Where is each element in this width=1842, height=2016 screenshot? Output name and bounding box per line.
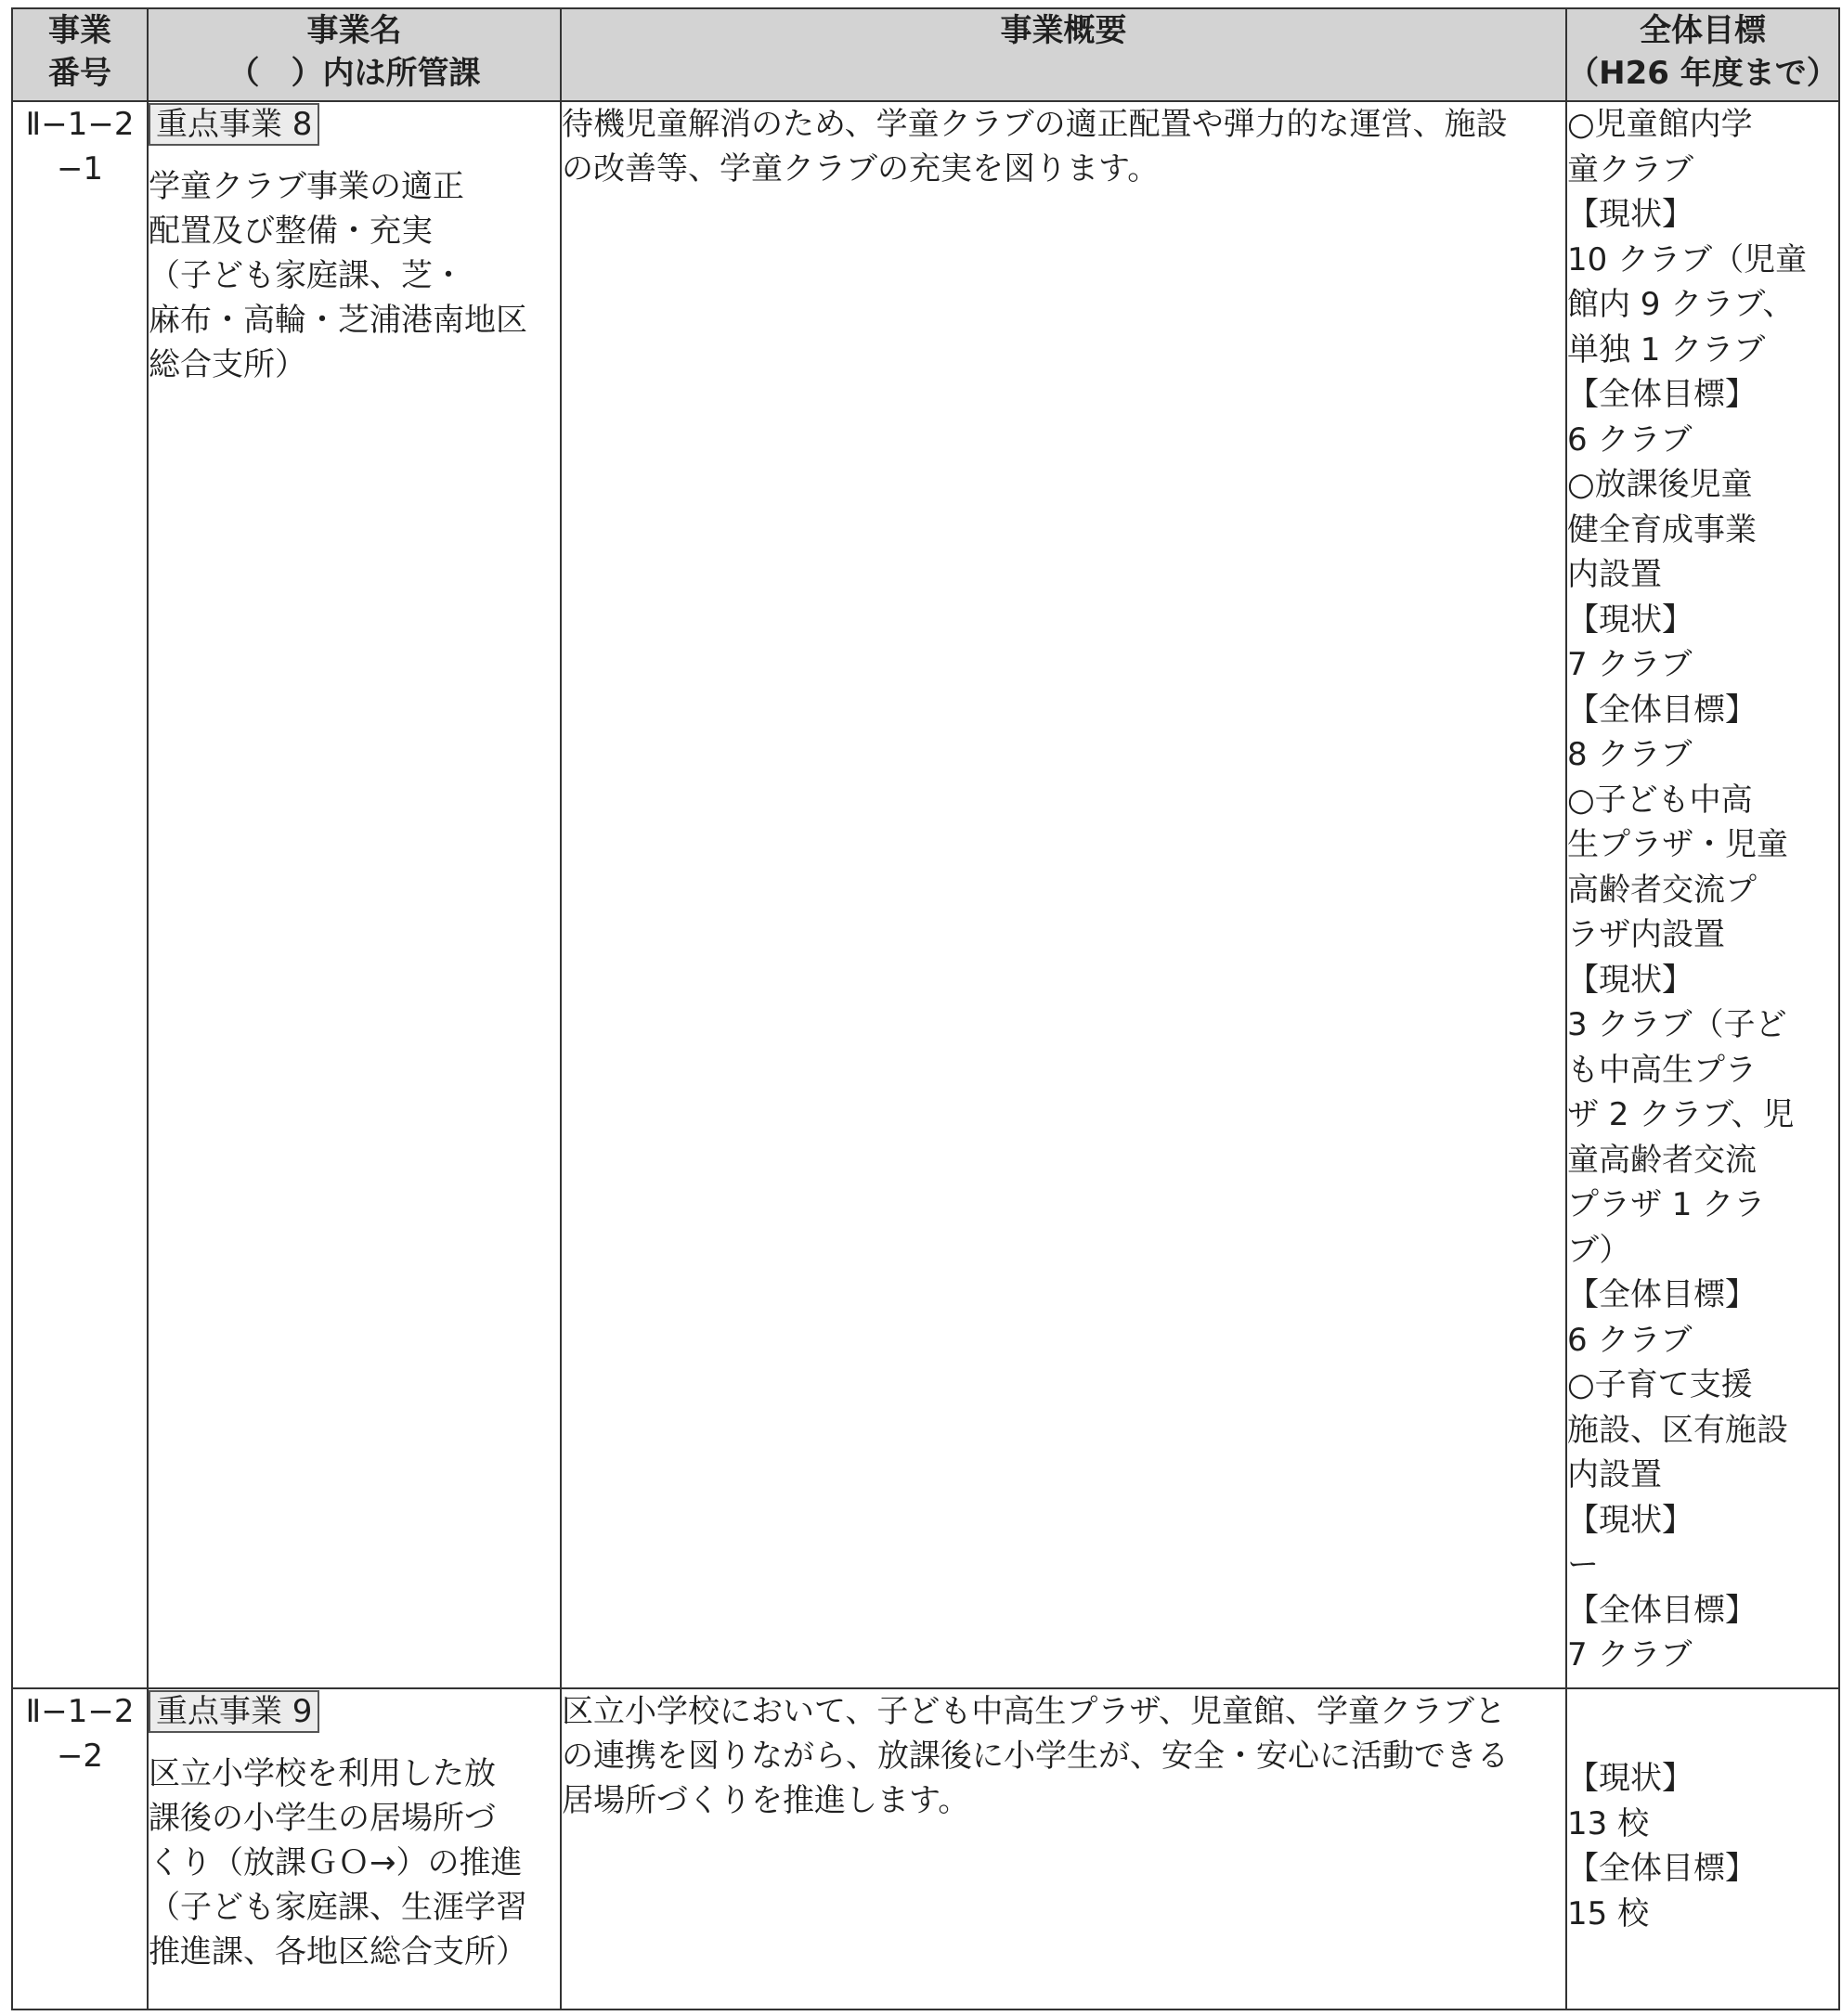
target-line: ラザ内設置 <box>1567 916 1725 953</box>
target-line: も中高生プラ <box>1567 1051 1757 1089</box>
target-line: 【現状】 <box>1567 1760 1693 1797</box>
target-line: 13 校 <box>1567 1804 1650 1842</box>
target-line: 生プラザ・児童 <box>1567 826 1788 863</box>
name-line: 推進課、各地区総合支所） <box>149 1933 527 1971</box>
target-line: 6 クラブ <box>1567 420 1693 459</box>
target-line: 内設置 <box>1567 1456 1662 1493</box>
summary-line: 待機児童解消のため、学童クラブの適正配置や弾力的な運営、施設 <box>562 106 1508 143</box>
row-target <box>1566 1688 1839 2010</box>
target-line: 健全育成事業 <box>1567 510 1757 549</box>
table-row <box>12 101 1839 1688</box>
name-line: 課後の小学生の居場所づ <box>149 1800 496 1837</box>
priority-badge: 重点事業 9 <box>149 1690 319 1733</box>
target-line: ザ 2 クラブ、児 <box>1567 1096 1795 1133</box>
header-number-line-1: 事業 <box>48 12 111 49</box>
target-line: 【全体目標】 <box>1567 376 1757 413</box>
name-line: 区立小学校を利用した放 <box>149 1755 496 1792</box>
name-line: （子ども家庭課、生涯学習 <box>149 1889 527 1926</box>
name-line: 麻布・高輪・芝浦港南地区 <box>149 302 527 339</box>
target-line: 【現状】 <box>1567 196 1693 233</box>
target-line: 高齢者交流プ <box>1567 871 1757 909</box>
row-number-line: −1 <box>56 150 104 187</box>
target-line: 童クラブ <box>1567 150 1693 188</box>
target-line: 7 クラブ <box>1567 646 1693 683</box>
summary-line: 区立小学校において、子ども中高生プラザ、児童館、学童クラブと <box>562 1693 1506 1730</box>
row-number-line: Ⅱ−1−2 <box>25 1693 135 1730</box>
row-name <box>148 1688 561 2010</box>
row-number <box>12 101 148 1688</box>
summary-line: の改善等、学童クラブの充実を図ります。 <box>562 150 1160 187</box>
header-row <box>12 8 1839 101</box>
target-line: 【全体目標】 <box>1567 1850 1757 1887</box>
header-target-line-2: （H26 年度まで） <box>1567 55 1838 92</box>
project-table <box>11 7 1840 2010</box>
name-line: （子ども家庭課、芝・ <box>149 257 464 294</box>
row-number <box>12 1688 148 2010</box>
target-line: 3 クラブ（子ど <box>1567 1006 1787 1043</box>
row-number-line: −2 <box>56 1738 104 1775</box>
header-number-line-2: 番号 <box>48 55 111 92</box>
target-line: 単独 1 クラブ <box>1567 330 1766 368</box>
name-line: 総合支所） <box>149 346 306 383</box>
name-line: くり（放課ＧＯ→）の推進 <box>149 1844 523 1881</box>
row-summary <box>561 1688 1566 2010</box>
target-line: 【全体目標】 <box>1567 691 1757 729</box>
target-line: 15 校 <box>1567 1894 1650 1932</box>
priority-badge: 重点事業 8 <box>149 103 319 146</box>
target-line: 【全体目標】 <box>1567 1276 1757 1313</box>
target-line: プラザ 1 クラ <box>1567 1186 1766 1223</box>
header-summary <box>561 8 1566 101</box>
target-line: ブ） <box>1567 1231 1631 1269</box>
summary-line: 居場所づくりを推進します。 <box>562 1782 970 1819</box>
target-line: 6 クラブ <box>1567 1321 1693 1359</box>
name-line: 配置及び整備・充実 <box>149 213 433 250</box>
header-name-line-1: 事業名 <box>306 12 402 49</box>
header-summary-text: 事業概要 <box>1000 12 1127 49</box>
header-name-line-2: （ ）内は所管課 <box>227 55 481 92</box>
target-line: 施設、区有施設 <box>1567 1411 1788 1449</box>
target-line: ー <box>1567 1546 1599 1583</box>
target-line: 10 クラブ（児童 <box>1567 240 1808 278</box>
row-target <box>1566 101 1839 1688</box>
target-line: 7 クラブ <box>1567 1636 1693 1674</box>
target-line: ○子育て支援 <box>1567 1366 1753 1403</box>
target-line: 館内 9 クラブ、 <box>1567 286 1795 323</box>
header-target-line-1: 全体目標 <box>1640 12 1766 49</box>
target-line: 童高齢者交流 <box>1567 1141 1757 1179</box>
row-name <box>148 101 561 1688</box>
target-line: ○児童館内学 <box>1567 106 1753 143</box>
header-number <box>12 8 148 101</box>
summary-line: の連携を図りながら、放課後に小学生が、安全・安心に活動できる <box>562 1738 1509 1775</box>
target-line: 【現状】 <box>1567 961 1693 999</box>
target-line: 【現状】 <box>1567 1501 1693 1539</box>
target-line: 8 クラブ <box>1567 736 1693 773</box>
target-line: 【全体目標】 <box>1567 1591 1757 1629</box>
target-line: 【現状】 <box>1567 601 1693 639</box>
target-line: ○子ども中高 <box>1567 781 1753 819</box>
table-row <box>12 1688 1839 2010</box>
name-line: 学童クラブ事業の適正 <box>149 168 464 205</box>
target-line: ○放課後児童 <box>1567 466 1753 503</box>
row-summary <box>561 101 1566 1688</box>
header-name <box>148 8 561 101</box>
target-line: 内設置 <box>1567 556 1662 593</box>
header-target <box>1566 8 1839 101</box>
row-number-line: Ⅱ−1−2 <box>25 106 135 143</box>
